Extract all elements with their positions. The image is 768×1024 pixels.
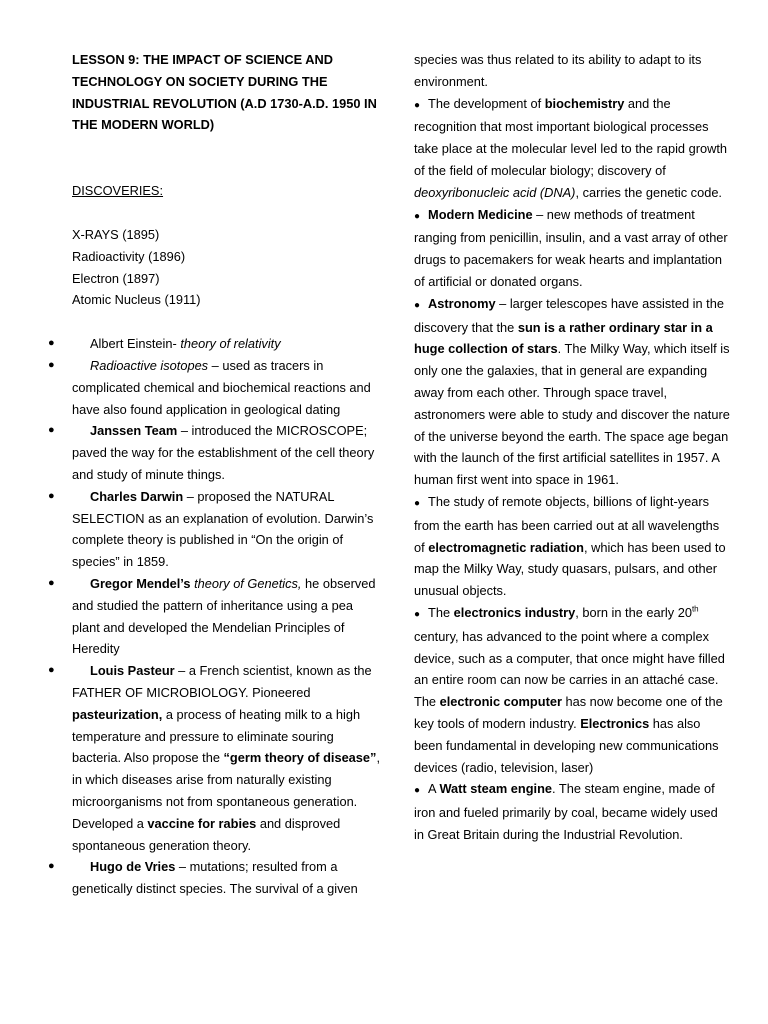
pasteur-name: Louis Pasteur [90, 663, 175, 679]
bullet-icon: ● [48, 860, 55, 873]
pasteur-bold-1: pasteurization, [72, 706, 163, 722]
pasteur-text-3: , in which diseases arise from naturally existing microorganisms not from spontaneous generation. Developed a [72, 750, 380, 831]
electronics-text-4: has now become one of the key tools of modern industry. [414, 694, 723, 731]
bullet-astronomy [414, 293, 730, 491]
electronics-text-2: , born in the early 20 [575, 604, 692, 620]
astronomy-text-2: . The Milky Way, which itself is only one the galaxies, that in general are expanding away from each other. Through space travel, astronomers were able to study and discover the nature of the universe beyond the earth. The space age began with the launch of the first artificial satellites in 1957. A human first went into space in 1961. [414, 341, 730, 488]
electronics-bold-3: Electronics [580, 715, 650, 731]
lesson-title: LESSON 9: THE IMPACT OF SCIENCE AND TECHNOLOGY ON SOCIETY DURING THE INDUSTRIAL REVOLUTION (A.D 1730-A.D. 1950 IN THE MODERN WORLD) [72, 52, 377, 133]
remote-text-1: The study of remote objects, billions of light-years from the earth has been carried out at all wavelengths of [414, 493, 720, 555]
bullet-medicine [414, 204, 730, 293]
bullet-icon: ● [48, 337, 55, 350]
pasteur-bold-2: “germ theory of disease” [223, 750, 377, 766]
bullet-icon: ● [48, 358, 55, 371]
bullet-electronics [414, 602, 730, 778]
electronics-text-1: The [428, 604, 454, 620]
astronomy-bold-2: sun is a rather ordinary star in a huge collection of stars [414, 319, 713, 357]
einstein-name: Albert Einstein- [90, 336, 181, 352]
mendel-text: he observed and studied the pattern of inheritance using a pea plant and developed the Mendelian Principles of Heredity [72, 575, 376, 657]
discovery-item: X-RAYS (1895) [72, 226, 160, 242]
einstein-theory: theory of relativity [180, 336, 281, 352]
pasteur-bold-3: vaccine for rabies [147, 815, 257, 831]
bullet-pasteur [48, 660, 384, 856]
continuation-text: species was thus related to its ability to adapt to its environment. [414, 52, 702, 89]
janssen-text: – introduced the MICROSCOPE; paved the way for the establishment of the cell theory and study of minute things. [72, 423, 375, 482]
bullet-icon: ● [414, 785, 421, 797]
pasteur-text-4: and disproved spontaneous generation theory. [72, 815, 341, 853]
pasteur-text-2: a process of heating milk to a high temperature and pressure to eliminate souring bacteria. Also propose the [72, 706, 361, 766]
discoveries-heading: DISCOVERIES: [72, 183, 164, 199]
bullet-icon: ● [48, 424, 55, 437]
biochem-text-1: The development of [428, 95, 545, 111]
discovery-item: Electron (1897) [72, 270, 160, 286]
bullet-einstein [48, 333, 384, 355]
remote-text-2: , which has been used to map the Milky Way, study quasars, pulsars, and other unusual objects. [414, 539, 726, 599]
bullet-remote-objects [414, 491, 730, 602]
bullet-icon: ● [48, 489, 55, 502]
right-column [414, 49, 730, 846]
medicine-text: – new methods of treatment ranging from penicillin, insulin, and a vast array of other drugs to pacemakers for weak hearts and implantation of artificial or donated organs. [414, 206, 728, 289]
bullet-icon: ● [414, 99, 421, 111]
bullet-icon: ● [414, 497, 421, 509]
remote-bold: electromagnetic radiation [428, 539, 584, 555]
astronomy-text-1: – larger telescopes have assisted in the discovery that the [414, 295, 724, 335]
bullet-steam-engine [414, 778, 730, 845]
discoveries-list [72, 224, 384, 311]
steam-text-1: A [428, 781, 440, 797]
electronics-bold-1: electronics industry [453, 604, 576, 620]
electronics-text-5: has also been fundamental in developing new communications devices (radio, television, laser) [414, 715, 719, 775]
bullet-icon: ● [414, 210, 421, 222]
isotopes-text: – used as tracers in complicated chemical and biochemical reactions and have also found application in geological dating [72, 357, 371, 417]
bullet-icon: ● [48, 664, 55, 677]
bullet-devries [48, 856, 384, 900]
discovery-item: Atomic Nucleus (1911) [72, 292, 201, 308]
isotopes-term: Radioactive isotopes [90, 357, 209, 373]
left-column [48, 49, 384, 900]
electronics-bold-2: electronic computer [439, 694, 562, 710]
bullet-icon: ● [414, 299, 421, 311]
devries-name: Hugo de Vries [90, 859, 176, 875]
bullet-icon: ● [414, 608, 421, 620]
bullet-mendel [48, 573, 384, 660]
electronics-text-3: century, has advanced to the point where a complex device, such as a computer, that once might have filled an entire room can now be carries in an attaché case. The [414, 628, 725, 710]
discovery-item: Radioactivity (1896) [72, 248, 186, 264]
astronomy-bold-1: Astronomy [428, 295, 496, 311]
bullet-icon: ● [48, 576, 55, 589]
bullet-biochemistry [414, 93, 730, 204]
devries-text: – mutations; resulted from a genetically distinct species. The survival of a given [72, 859, 358, 897]
mendel-name: Gregor Mendel’s [90, 575, 191, 591]
bullet-isotopes [48, 355, 384, 420]
electronics-superscript: th [691, 604, 699, 614]
biochem-italic: deoxyribonucleic acid (DNA) [414, 184, 576, 200]
darwin-text: – proposed the NATURAL SELECTION as an explanation of evolution. Darwin’s complete theory is published in “On the origin of species” in 1859. [72, 488, 374, 570]
darwin-name: Charles Darwin [90, 488, 184, 504]
medicine-bold: Modern Medicine [428, 206, 533, 222]
biochem-text-2: and the recognition that most important biological processes take place at the molecular level led to the rapid growth of the field of molecular biology; discovery of [414, 95, 727, 178]
bullet-janssen [48, 420, 384, 485]
steam-text-2: . The steam engine, made of iron and fueled primarily by coal, became widely used in Great Britain during the Industrial Revolution. [414, 781, 718, 842]
mendel-theory: theory of Genetics, [190, 575, 302, 591]
bullet-darwin [48, 486, 384, 573]
steam-bold: Watt steam engine [439, 781, 553, 797]
biochem-bold: biochemistry [544, 95, 625, 111]
janssen-name: Janssen Team [90, 423, 178, 439]
biochem-text-3: , carries the genetic code. [575, 184, 722, 200]
pasteur-text-1: – a French scientist, known as the FATHER OF MICROBIOLOGY. Pioneered [72, 663, 372, 700]
